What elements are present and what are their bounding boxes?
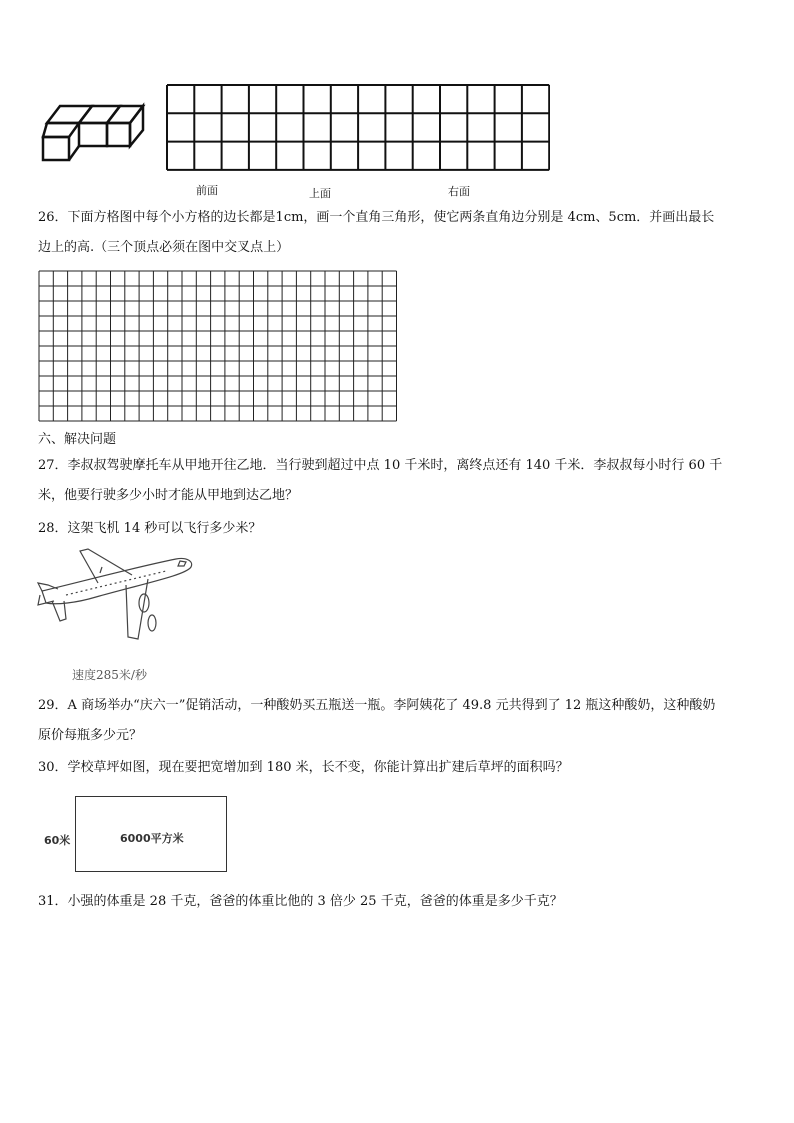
right-view-label: 右面 (448, 185, 470, 198)
q31-text: 31．小强的体重是 28 千克，爸爸的体重比他的 3 倍少 25 千克，爸爸的体重是多少千克？ (38, 894, 563, 909)
q30-text: 30．学校草坪如图，现在要把宽增加到 180 米，长不变，你能计算出扩建后草坪的面积吗？ (38, 760, 569, 775)
q29-text-line1: 29．A 商场举办“庆六一”促销活动，一种酸奶买五瓶送一瓶。李阿姨花了 49.8 元共得到了 12 瓶这种酸奶，这种酸奶 (38, 698, 716, 713)
front-view-label: 前面 (196, 184, 218, 197)
q27-text-line1: 27．李叔叔驾驶摩托车从甲地开往乙地．当行驶到超过中点 10 千米时，离终点还有 140 千米．李叔叔每小时行 60 千 (38, 458, 723, 473)
q26-text-line2: 边上的高.（三个顶点必须在图中交叉点上） (38, 240, 290, 255)
square-grid (38, 270, 400, 422)
section-title: 六、解决问题 (38, 432, 117, 447)
q29-text-line2: 原价每瓶多少元？ (38, 728, 143, 743)
q27-text-line2: 米，他要行驶多少小时才能从甲地到达乙地？ (38, 488, 299, 503)
q26-text-line1: 26．下面方格图中每个小方格的边长都是1cm，画一个直角三角形，使它两条直角边分别是 4cm、5cm．并画出最长 (38, 210, 715, 225)
speed-caption: 速度285米/秒 (72, 668, 147, 682)
views-grid (166, 84, 550, 172)
top-view-label: 上面 (309, 187, 331, 200)
lawn-area-label: 6000平方米 (120, 832, 184, 845)
lawn-width-label: 60米 (44, 834, 71, 847)
airplane-icon (36, 545, 196, 647)
cube-figure (38, 102, 148, 164)
q28-text: 28．这架飞机 14 秒可以飞行多少米？ (38, 521, 262, 536)
